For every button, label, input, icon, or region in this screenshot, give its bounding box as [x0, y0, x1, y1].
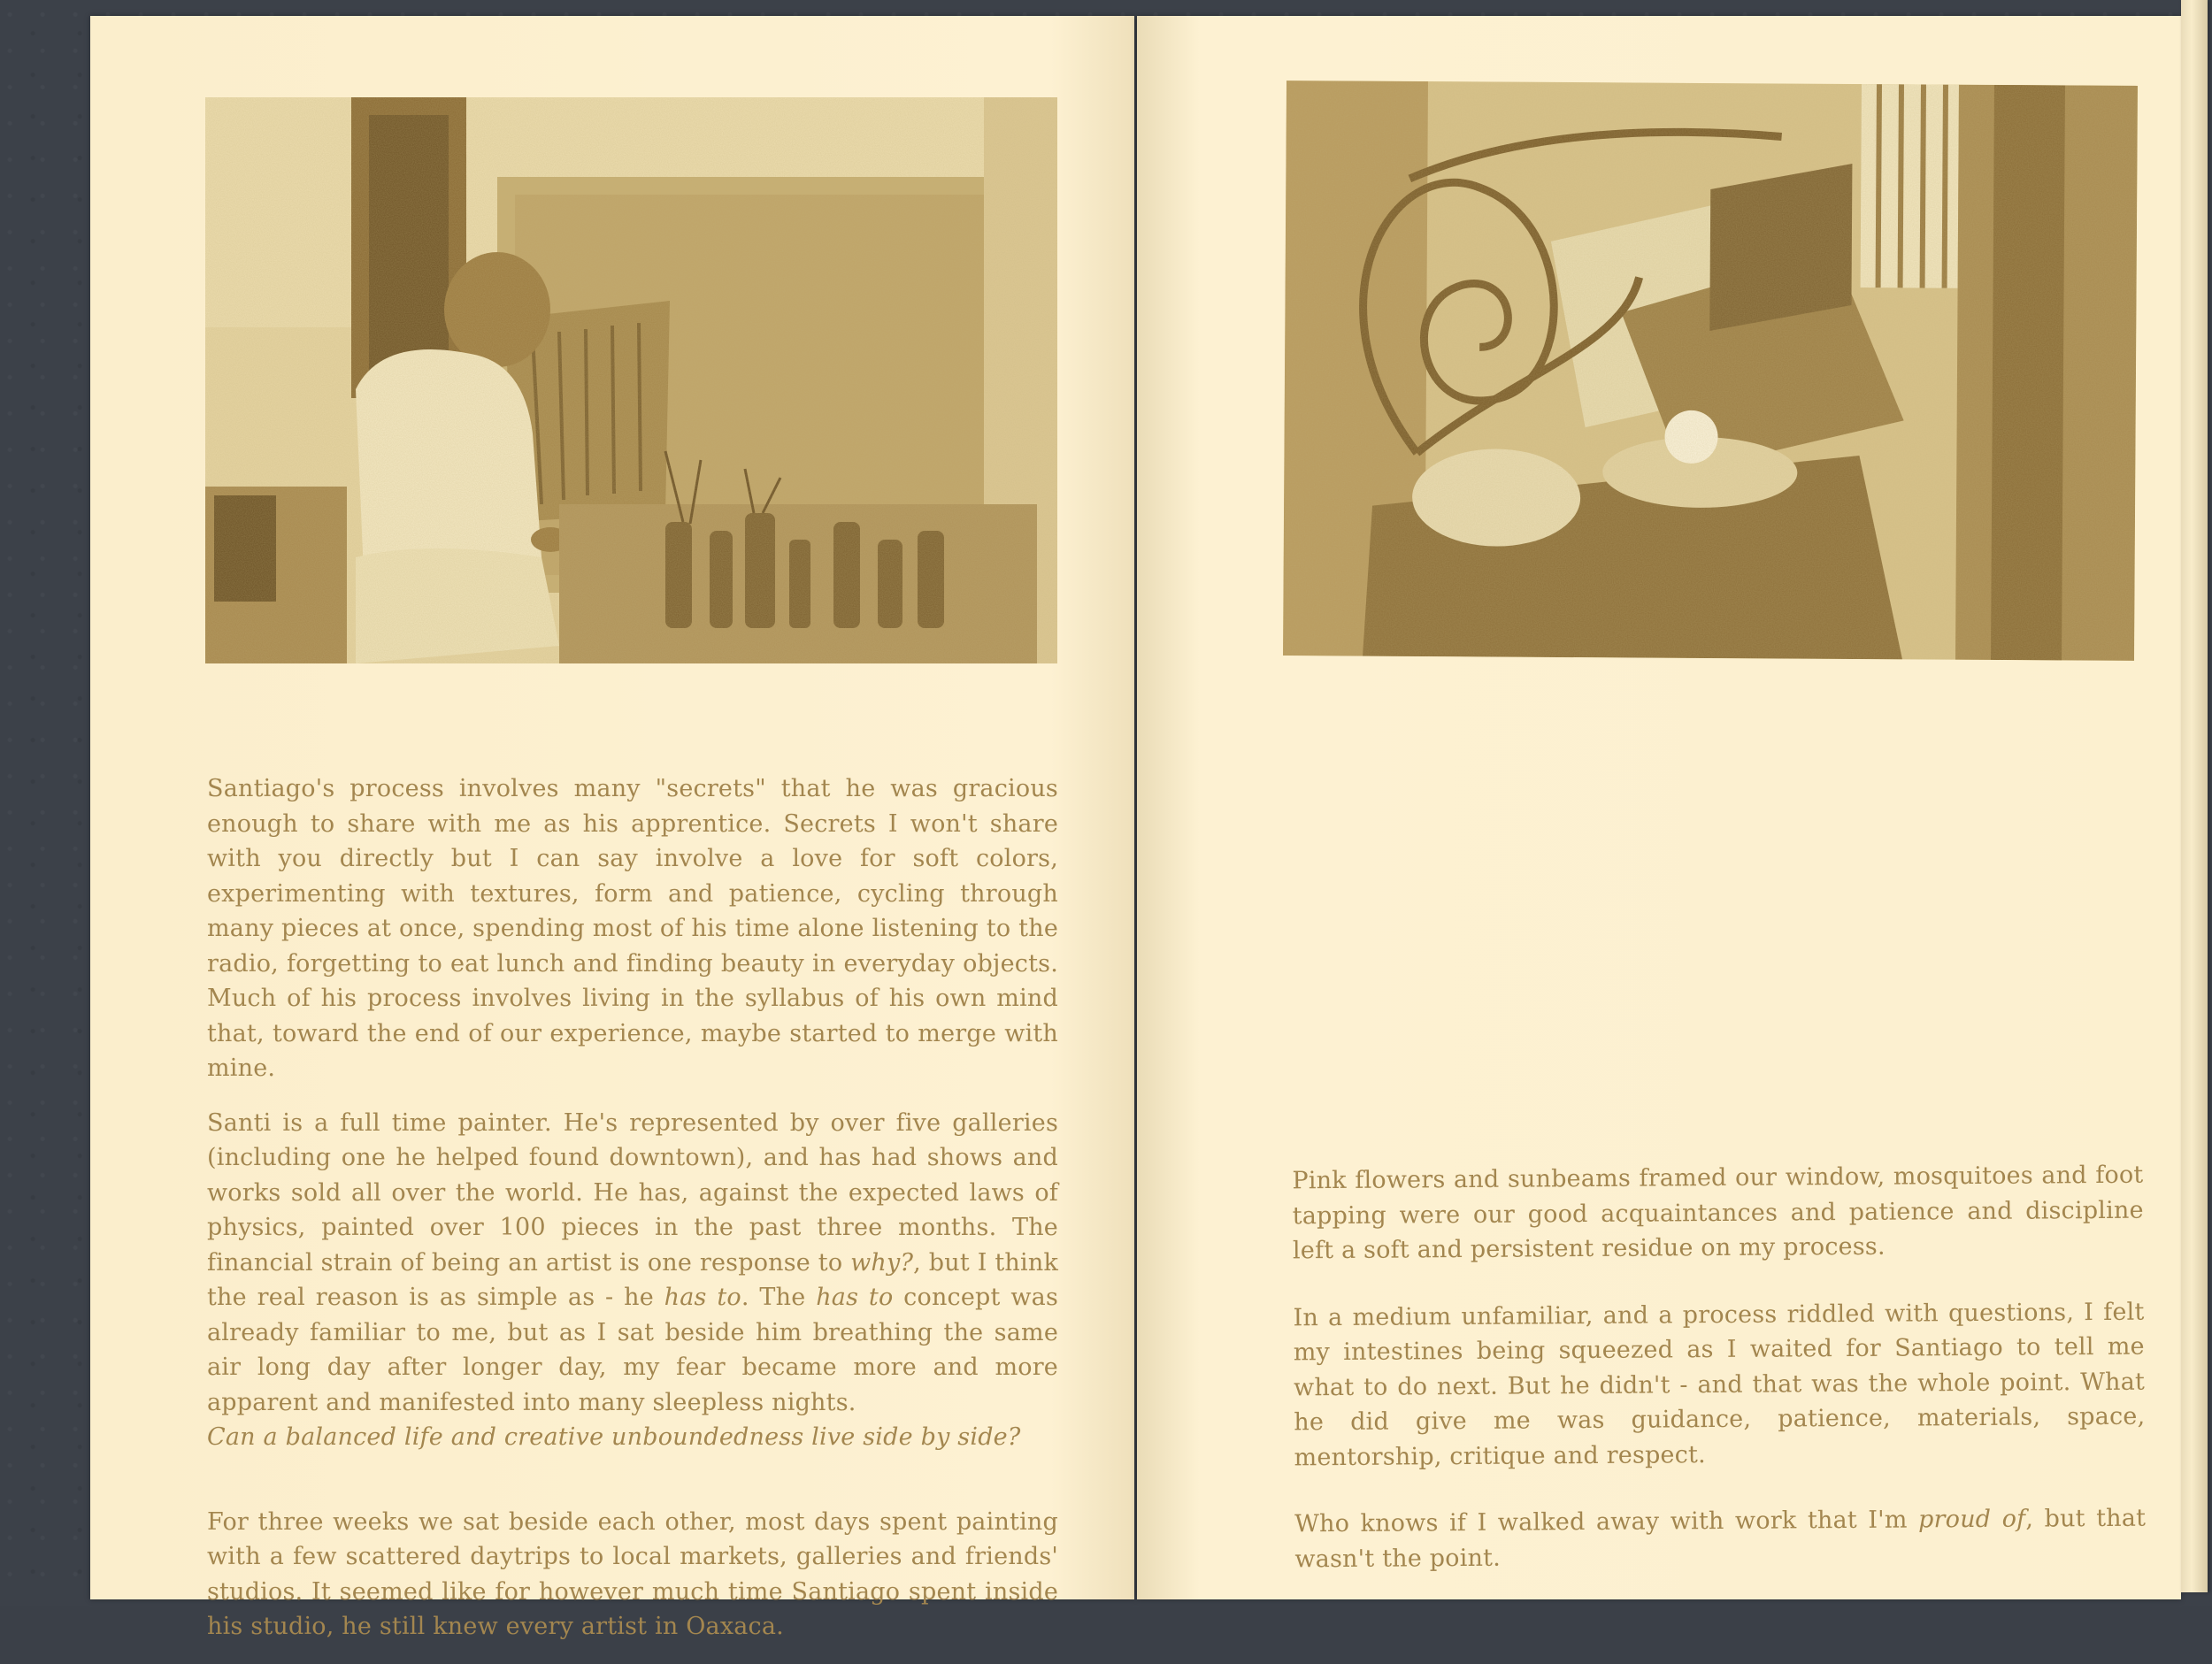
right-page-text: [1292, 1158, 2146, 1597]
left-paragraph-2-part-1: Santi is a full time painter. He's represented by over five galleries (including one he helped found downtown), and has had shows and works sold all over the world. He has, against the expected laws of physics, painted over 100 pieces in the past three months. The financial strain of being an artist is one response to: [207, 1108, 1058, 1277]
right-paragraph-1: Pink flowers and sunbeams framed our window, mosquitoes and foot tapping were our good acquaintances and patience and discipline left a soft and persistent residue on my process.: [1292, 1161, 2144, 1265]
page-stack-edge: [2181, 0, 2208, 1592]
left-paragraph-2-part-4: concept was already familiar to me, but as I sat beside him breathing the same air long day after longer day, my fear became more and more apparent and manifested into many sleepless nights.: [207, 1284, 1058, 1416]
left-paragraph-3: For three weeks we sat beside each other, most days spent painting with a few scattered daytrips to local markets, galleries and friends' studios. It seemed like for however much time Santiago spent inside his studio, he still knew every artist in Oaxaca.: [207, 1507, 1058, 1640]
right-paragraph-3: [1294, 1501, 2147, 1577]
photo-studio-sculpture: [1283, 81, 2138, 661]
left-page-text: [207, 771, 1058, 1664]
left-paragraph-2-part-2: , but I think the real reason is as simple as - he: [207, 1248, 1059, 1311]
right-paragraph-3-part-2: , but that wasn't the point.: [1294, 1504, 2147, 1573]
emphasis-has-to: has to: [664, 1284, 741, 1311]
photo-painter-at-work: [205, 97, 1057, 663]
emphasis-has-to-concept: has to: [816, 1284, 894, 1311]
right-paragraph-2: In a medium unfamiliar, and a process riddled with questions, I felt my intestines being squeezed as I waited for Santiago to tell me what to do next. But he didn't - and that was the whole point. What he did give me was guidance, patience, materials, space, mentorship, critique and respect.: [1293, 1298, 2146, 1471]
spacer: [207, 1475, 1058, 1505]
left-paragraph-2: [207, 1106, 1058, 1421]
emphasis-proud-of: proud of: [1917, 1505, 2026, 1534]
left-question: [207, 1420, 1058, 1455]
right-paragraph-3-part-1: Who knows if I walked away with work that I'm: [1294, 1506, 1919, 1538]
left-paragraph-1: Santiago's process involves many "secrets" that he was gracious enough to share with me as his apprentice. Secrets I won't share with you directly but I can say involve a love for soft colors, experimenting with textures, form and patience, cycling through many pieces at once, spending most of his time alone listening to the radio, forgetting to eat lunch and finding beauty in everyday objects. Much of his process involves living in the syllabus of his own mind that, toward the end of our experience, maybe started to merge with mine.: [207, 775, 1058, 1082]
emphasis-why: why?: [850, 1248, 914, 1277]
left-paragraph-2-part-3: . The: [741, 1284, 817, 1311]
question-text: Can a balanced life and creative unboundedness live side by side?: [207, 1423, 1021, 1451]
